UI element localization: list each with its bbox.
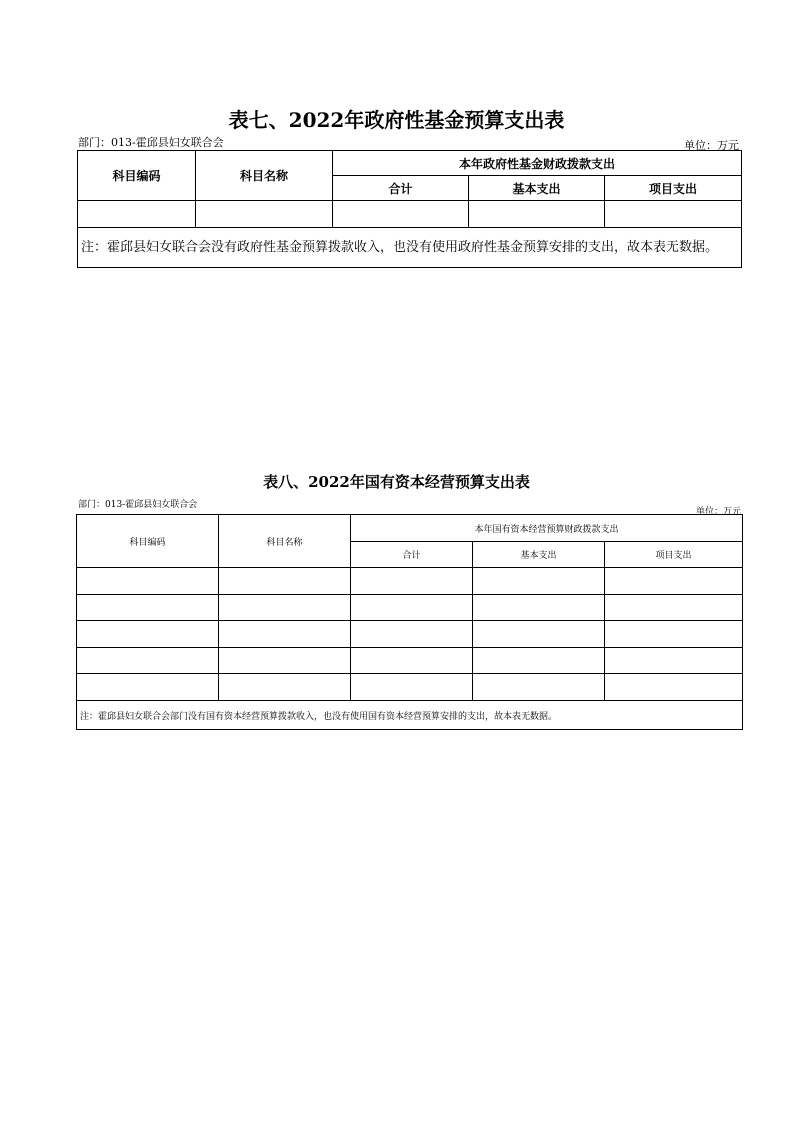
table7-header-basic: 基本支出 <box>469 176 605 201</box>
table-cell <box>351 595 473 621</box>
table-cell <box>77 648 219 674</box>
table-cell <box>605 648 743 674</box>
table8-department: 部门：013-霍邱县妇女联合会 <box>78 500 198 510</box>
table-cell <box>77 595 219 621</box>
table7-header-total: 合计 <box>333 176 469 201</box>
table-cell <box>605 201 742 228</box>
table-cell <box>219 674 351 701</box>
table8-title: 表八、2022年国有资本经营预算支出表 <box>263 473 530 491</box>
table-cell <box>77 621 219 648</box>
table7-header-group: 本年政府性基金财政拨款支出 <box>333 151 742 176</box>
table-cell <box>605 674 743 701</box>
table-row <box>78 201 742 228</box>
table7-note: 注：霍邱县妇女联合会没有政府性基金预算拨款收入，也没有使用政府性基金预算安排的支出，故本表无数据。 <box>78 228 742 268</box>
table7-header-name: 科目名称 <box>196 151 333 201</box>
table8-header-name: 科目名称 <box>219 515 351 568</box>
table7-unit: 单位：万元 <box>684 139 739 152</box>
table-cell <box>351 648 473 674</box>
table-cell <box>473 595 605 621</box>
table-cell <box>196 201 333 228</box>
table8-header-project: 项目支出 <box>605 542 743 568</box>
table8-unit: 单位：万元 <box>695 507 741 517</box>
table-row <box>77 568 743 595</box>
table7-grid <box>77 150 742 268</box>
table-cell <box>219 595 351 621</box>
table-row <box>77 674 743 701</box>
table-cell <box>351 568 473 595</box>
table-cell <box>219 648 351 674</box>
table7-title: 表七、2022年政府性基金预算支出表 <box>228 108 565 132</box>
table-cell <box>473 648 605 674</box>
table-cell <box>469 201 605 228</box>
table8-header-code: 科目编码 <box>77 515 219 568</box>
table-cell <box>78 201 196 228</box>
table8-header-total: 合计 <box>351 542 473 568</box>
table-cell <box>351 621 473 648</box>
table-cell <box>77 568 219 595</box>
table-cell <box>605 595 743 621</box>
table8-header-basic: 基本支出 <box>473 542 605 568</box>
table-row <box>77 621 743 648</box>
table-cell <box>77 674 219 701</box>
table7-header-project: 项目支出 <box>605 176 742 201</box>
table7-department: 部门：013-霍邱县妇女联合会 <box>78 136 224 149</box>
table-cell <box>473 674 605 701</box>
table-cell <box>333 201 469 228</box>
table-row <box>77 648 743 674</box>
table-cell <box>219 621 351 648</box>
table8-header-group: 本年国有资本经营预算财政拨款支出 <box>351 515 743 542</box>
table7-header-code: 科目编码 <box>78 151 196 201</box>
table-cell <box>605 621 743 648</box>
table-cell <box>473 621 605 648</box>
table-cell <box>219 568 351 595</box>
table-cell <box>473 568 605 595</box>
table-cell <box>351 674 473 701</box>
table-row <box>77 595 743 621</box>
table8-note: 注：霍邱县妇女联合会部门没有国有资本经营预算拨款收入，也没有使用国有资本经营预算安排的支出，故本表无数据。 <box>77 701 743 730</box>
table-cell <box>605 568 743 595</box>
table8-grid <box>76 514 743 730</box>
